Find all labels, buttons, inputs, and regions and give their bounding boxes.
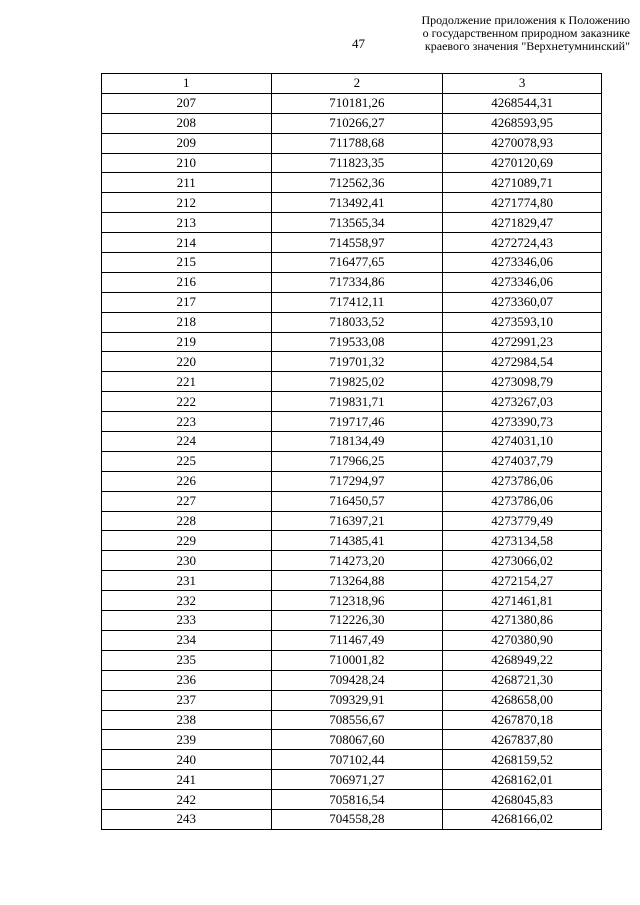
- table-row: [102, 272, 602, 292]
- cell-x-coordinate: 709329,91: [271, 690, 443, 710]
- cell-y-coordinate: 4272154,27: [443, 571, 602, 591]
- cell-y-coordinate: 4270120,69: [443, 153, 602, 173]
- cell-point-number: 235: [102, 650, 272, 670]
- cell-x-coordinate: 714385,41: [271, 531, 443, 551]
- cell-x-coordinate: 711823,35: [271, 153, 443, 173]
- cell-y-coordinate: 4273098,79: [443, 372, 602, 392]
- cell-y-coordinate: 4268159,52: [443, 750, 602, 770]
- table-row: [102, 93, 602, 113]
- cell-y-coordinate: 4271774,80: [443, 193, 602, 213]
- cell-point-number: 223: [102, 412, 272, 432]
- table-row: [102, 253, 602, 273]
- cell-y-coordinate: 4267837,80: [443, 730, 602, 750]
- cell-y-coordinate: 4272984,54: [443, 352, 602, 372]
- table-row: [102, 392, 602, 412]
- cell-point-number: 226: [102, 471, 272, 491]
- table-row: [102, 650, 602, 670]
- cell-point-number: 243: [102, 809, 272, 829]
- table-row: [102, 233, 602, 253]
- cell-y-coordinate: 4273134,58: [443, 531, 602, 551]
- cell-x-coordinate: 713264,88: [271, 571, 443, 591]
- table-row: [102, 571, 602, 591]
- table-row: [102, 471, 602, 491]
- cell-point-number: 215: [102, 253, 272, 273]
- table-row: [102, 591, 602, 611]
- cell-x-coordinate: 714558,97: [271, 233, 443, 253]
- table-row: [102, 352, 602, 372]
- cell-point-number: 210: [102, 153, 272, 173]
- cell-point-number: 227: [102, 491, 272, 511]
- column-header-x: 2: [271, 74, 443, 94]
- cell-y-coordinate: 4273593,10: [443, 312, 602, 332]
- cell-y-coordinate: 4270380,90: [443, 630, 602, 650]
- cell-point-number: 237: [102, 690, 272, 710]
- cell-x-coordinate: 718033,52: [271, 312, 443, 332]
- cell-x-coordinate: 713492,41: [271, 193, 443, 213]
- column-header-y: 3: [443, 74, 602, 94]
- cell-point-number: 234: [102, 630, 272, 650]
- cell-point-number: 236: [102, 670, 272, 690]
- cell-x-coordinate: 719533,08: [271, 332, 443, 352]
- table-row: [102, 611, 602, 631]
- cell-y-coordinate: 4273779,49: [443, 511, 602, 531]
- cell-point-number: 209: [102, 133, 272, 153]
- table-row: [102, 173, 602, 193]
- cell-x-coordinate: 709428,24: [271, 670, 443, 690]
- cell-x-coordinate: 707102,44: [271, 750, 443, 770]
- cell-x-coordinate: 712226,30: [271, 611, 443, 631]
- cell-point-number: 239: [102, 730, 272, 750]
- cell-x-coordinate: 711467,49: [271, 630, 443, 650]
- cell-y-coordinate: 4268544,31: [443, 93, 602, 113]
- cell-x-coordinate: 717966,25: [271, 451, 443, 471]
- cell-x-coordinate: 705816,54: [271, 790, 443, 810]
- cell-x-coordinate: 719831,71: [271, 392, 443, 412]
- cell-y-coordinate: 4273786,06: [443, 491, 602, 511]
- cell-y-coordinate: 4268721,30: [443, 670, 602, 690]
- cell-point-number: 241: [102, 770, 272, 790]
- cell-point-number: 212: [102, 193, 272, 213]
- cell-point-number: 228: [102, 511, 272, 531]
- table-row: [102, 213, 602, 233]
- column-header-point: 1: [102, 74, 272, 94]
- cell-point-number: 211: [102, 173, 272, 193]
- cell-y-coordinate: 4268593,95: [443, 113, 602, 133]
- table-row: [102, 133, 602, 153]
- cell-x-coordinate: 719701,32: [271, 352, 443, 372]
- cell-point-number: 222: [102, 392, 272, 412]
- cell-y-coordinate: 4268658,00: [443, 690, 602, 710]
- page-number: 47: [352, 36, 365, 51]
- cell-x-coordinate: 708067,60: [271, 730, 443, 750]
- cell-x-coordinate: 719825,02: [271, 372, 443, 392]
- cell-y-coordinate: 4271829,47: [443, 213, 602, 233]
- header-note-line: о государственном природном заказнике: [422, 26, 630, 40]
- header-note-line: Продолжение приложения к Положению: [421, 13, 630, 27]
- cell-y-coordinate: 4268045,83: [443, 790, 602, 810]
- cell-point-number: 240: [102, 750, 272, 770]
- cell-x-coordinate: 712562,36: [271, 173, 443, 193]
- cell-point-number: 207: [102, 93, 272, 113]
- cell-y-coordinate: 4273390,73: [443, 412, 602, 432]
- coordinates-table: [101, 73, 602, 830]
- cell-point-number: 221: [102, 372, 272, 392]
- cell-y-coordinate: 4273786,06: [443, 471, 602, 491]
- table-row: [102, 372, 602, 392]
- header-note-line: краевого значения "Верхнетумнинский": [424, 39, 630, 53]
- table-row: [102, 809, 602, 829]
- cell-x-coordinate: 714273,20: [271, 551, 443, 571]
- table-row: [102, 153, 602, 173]
- cell-point-number: 231: [102, 571, 272, 591]
- cell-y-coordinate: 4274031,10: [443, 432, 602, 452]
- cell-y-coordinate: 4272724,43: [443, 233, 602, 253]
- cell-y-coordinate: 4268162,01: [443, 770, 602, 790]
- table-row: [102, 790, 602, 810]
- cell-y-coordinate: 4273346,06: [443, 272, 602, 292]
- table-row: [102, 412, 602, 432]
- table-row: [102, 511, 602, 531]
- cell-point-number: 233: [102, 611, 272, 631]
- cell-y-coordinate: 4271380,86: [443, 611, 602, 631]
- cell-x-coordinate: 717412,11: [271, 292, 443, 312]
- cell-x-coordinate: 706971,27: [271, 770, 443, 790]
- cell-point-number: 242: [102, 790, 272, 810]
- table-row: [102, 730, 602, 750]
- cell-x-coordinate: 713565,34: [271, 213, 443, 233]
- table-row: [102, 551, 602, 571]
- cell-point-number: 213: [102, 213, 272, 233]
- cell-x-coordinate: 716477,65: [271, 253, 443, 273]
- cell-y-coordinate: 4274037,79: [443, 451, 602, 471]
- table-row: [102, 113, 602, 133]
- cell-y-coordinate: 4272991,23: [443, 332, 602, 352]
- cell-point-number: 219: [102, 332, 272, 352]
- cell-y-coordinate: 4273360,07: [443, 292, 602, 312]
- cell-x-coordinate: 704558,28: [271, 809, 443, 829]
- header-note: [360, 14, 630, 53]
- cell-point-number: 224: [102, 432, 272, 452]
- cell-x-coordinate: 710181,26: [271, 93, 443, 113]
- cell-y-coordinate: 4273066,02: [443, 551, 602, 571]
- table-row: [102, 670, 602, 690]
- table-header-row: [102, 74, 602, 94]
- cell-x-coordinate: 710001,82: [271, 650, 443, 670]
- cell-x-coordinate: 717294,97: [271, 471, 443, 491]
- table-row: [102, 332, 602, 352]
- table-row: [102, 750, 602, 770]
- table-row: [102, 451, 602, 471]
- cell-x-coordinate: 708556,67: [271, 710, 443, 730]
- cell-point-number: 229: [102, 531, 272, 551]
- cell-point-number: 220: [102, 352, 272, 372]
- cell-point-number: 217: [102, 292, 272, 312]
- table-row: [102, 770, 602, 790]
- cell-x-coordinate: 712318,96: [271, 591, 443, 611]
- cell-x-coordinate: 717334,86: [271, 272, 443, 292]
- table-row: [102, 193, 602, 213]
- cell-point-number: 238: [102, 710, 272, 730]
- cell-y-coordinate: 4267870,18: [443, 710, 602, 730]
- cell-y-coordinate: 4268949,22: [443, 650, 602, 670]
- cell-y-coordinate: 4271089,71: [443, 173, 602, 193]
- table-row: [102, 630, 602, 650]
- cell-y-coordinate: 4268166,02: [443, 809, 602, 829]
- cell-point-number: 230: [102, 551, 272, 571]
- cell-point-number: 225: [102, 451, 272, 471]
- cell-point-number: 208: [102, 113, 272, 133]
- table-row: [102, 312, 602, 332]
- cell-y-coordinate: 4273267,03: [443, 392, 602, 412]
- table-body: [102, 93, 602, 829]
- table-row: [102, 292, 602, 312]
- cell-x-coordinate: 711788,68: [271, 133, 443, 153]
- cell-x-coordinate: 710266,27: [271, 113, 443, 133]
- table-row: [102, 531, 602, 551]
- cell-x-coordinate: 718134,49: [271, 432, 443, 452]
- cell-point-number: 216: [102, 272, 272, 292]
- cell-y-coordinate: 4270078,93: [443, 133, 602, 153]
- table-row: [102, 432, 602, 452]
- cell-y-coordinate: 4271461,81: [443, 591, 602, 611]
- table-row: [102, 710, 602, 730]
- cell-point-number: 214: [102, 233, 272, 253]
- cell-x-coordinate: 716450,57: [271, 491, 443, 511]
- cell-point-number: 218: [102, 312, 272, 332]
- table-row: [102, 491, 602, 511]
- cell-x-coordinate: 716397,21: [271, 511, 443, 531]
- cell-y-coordinate: 4273346,06: [443, 253, 602, 273]
- cell-x-coordinate: 719717,46: [271, 412, 443, 432]
- table-row: [102, 690, 602, 710]
- cell-point-number: 232: [102, 591, 272, 611]
